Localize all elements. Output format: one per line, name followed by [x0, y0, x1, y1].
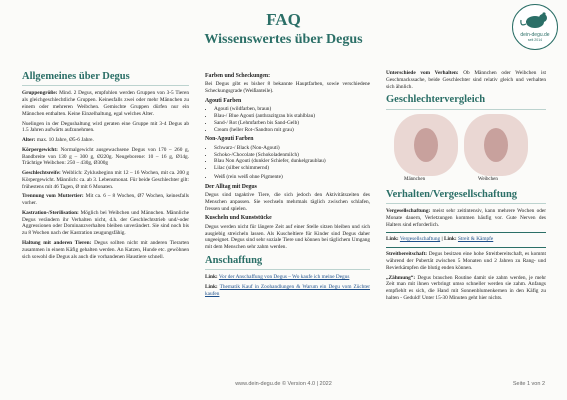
page-header — [0, 0, 567, 62]
paragraph-separation — [22, 193, 189, 207]
paragraph-colors: Bei Degus gibt es bisher 8 bekannte Hauptfarben, sowie verschiedene Scheckungsgrade (Weißanteile). — [205, 81, 370, 95]
gender-comparison-images — [386, 114, 546, 186]
logo-text: dein-degu.de — [520, 32, 550, 38]
list-item: • Agouti (wildfarben, braun) — [214, 106, 370, 113]
text-other-animals: Degus sollten nicht mit anderen Tierarten zusammen in einem Käfig gehalten werden. An Katzen, Hunde etc. gewöhnen sich sowohl die Degus als auch die vorhandenen Haustiere schnell. — [22, 239, 189, 260]
list-item: • Schoko-/Chocolate (Schokoladenmilch) — [214, 152, 370, 159]
text-fighting: Degus besitzen eine hohe Streitbereitschaft, es kommt während der Pubertät zwischen 5 Monaten und 2 Jahren zu Rang- und Revierkämpfen die blutig enden können. — [386, 251, 546, 271]
link-purchase[interactable]: Vor der Anschaffung von Degus – Wo kaufe ich meine Degus — [218, 274, 350, 281]
paragraph-other-animals — [22, 240, 189, 260]
paragraph-differences — [386, 70, 546, 90]
label-maturity: Geschlechtsreife: — [22, 170, 61, 177]
label-separation: Trennung vom Muttertier: — [22, 193, 84, 200]
page-number: Seite 1 von 2 — [512, 381, 545, 387]
link-separator: | — [440, 236, 444, 243]
page-subtitle: Wissenswertes über Degus — [204, 32, 363, 47]
list-non-agouti — [205, 145, 370, 172]
paragraph-link-purchase — [205, 274, 370, 281]
text-group-size: Mind. 2 Degus, empfohlen werden Gruppen von 3-5 Tieren als gleichgeschlechtliche Gruppen. Keinesfalls zwei oder mehr Männchen zu einem oder mehreren Weibchen. Gemischte Gruppen dürfen nur ein Männchen enthalten. Keine Einzelhaltung, egal welches Alter. — [22, 90, 189, 117]
paragraph-cuddle: Degus werden nicht für längere Zeit auf einer Stelle sitzen bleiben und sich ausgiebig streicheln lassen. Als Kuscheltiere für Kinder sind Degus daher ungeeignet. Degus sind sehr soziale Tiere und können bei täglichem Umgang mit dem Menschen sehr zahm werden. — [205, 223, 370, 251]
heading-daily: Der Alltag mit Degus — [205, 183, 257, 190]
paragraph-links-social — [386, 236, 546, 243]
paragraph-castration — [22, 210, 189, 237]
male-image — [394, 114, 458, 176]
paragraph-weight — [22, 147, 189, 167]
list-item: • Blau Non Agouti (dunkler Schiefer, dunkelgraublau) — [214, 158, 370, 165]
text-socialization: meist sehr zeitintensiv, kann mehrere Wochen oder Monate dauern, Verletzungen kommen häufig vor. Gute Nerven des Halters sind erforderlich. — [386, 208, 547, 228]
text-castration: Möglich bei Weibchen und Männchen. Männliche Degus verändern ihr Verhalten nicht, d.h. der Geschlechtstrieb und/-oder Aggressionen oder Dominanzverhalten bleiben unverändert. Sie sind noch bis zu 8 Wochen nach der Kastration zeugungsfähig. — [22, 209, 189, 237]
text-taming: Degus brauchen Routine damit sie zahm werden, je mehr Zeit man mit ihnen verbringt umso schneller werden sie zahm. Anfangs empfiehlt es sich, die Hand mit Sonnenblumenkernen in den Käfig zu halten - Geduld! Unter 15-30 Minuten geht hier nichts. — [386, 274, 546, 301]
text-separation: Mit ca. 6 – 8 Wochen, Ø7 Wochen, keinesfalls vorher. — [22, 193, 189, 207]
link-socialization[interactable]: Vergesellschaftung — [399, 236, 441, 243]
link-petshop[interactable]: Thematik Kauf in Zoohandlungen & Warum ein Degu vom Züchter kaufen — [205, 284, 371, 297]
list-agouti — [205, 106, 370, 133]
paragraph-group-size — [22, 90, 189, 117]
paragraph-maturity — [22, 170, 189, 190]
label-socialization: Vergesellschaftung: — [386, 208, 431, 215]
label-link: Link: — [386, 236, 399, 243]
paragraph-socialization — [386, 208, 546, 228]
degu-icon — [513, 5, 557, 33]
label-castration: Kastration-/Sterilisation: — [22, 209, 79, 216]
divider — [386, 247, 546, 248]
column-behavior — [386, 70, 546, 305]
label-fighting: Streitbereitschaft: — [386, 251, 427, 258]
label-weight: Körpergewicht: — [22, 146, 58, 153]
section-heading-gender: Geschlechtervergleich — [386, 93, 546, 109]
link-fights[interactable]: Streit & Kämpfe — [457, 236, 494, 243]
logo-since: seit 2014 — [527, 38, 543, 42]
text-differences: Ob Männchen oder Weibchen ist Geschmackssache, beide Geschlechter sind relativ gleich und verhalten sich ähnlich. — [386, 70, 546, 90]
label-age: Alter: — [22, 137, 36, 144]
label-link: Link: — [205, 284, 218, 291]
label-differences: Unterschiede vom Verhalten: — [386, 70, 459, 76]
column-general — [22, 70, 189, 263]
paragraph-daily: Degus sind tagaktive Tiere, die sich jedoch den Aktivitätszeiten des Menschen anpassen. Sie wechseln mehrmals täglich zwischen schlafen, fressen und spielen. — [205, 192, 370, 212]
section-heading-social: Verhalten/Vergesellschaftung — [386, 188, 546, 204]
list-item: • Lilac (silber schimmernd) — [214, 165, 370, 172]
heading-agouti: Agouti Farben — [205, 97, 242, 104]
list-item: • Schwarz-/ Black (Non-Agouti) — [214, 145, 370, 152]
female-image — [464, 114, 528, 176]
list-item: • Cream (heller Rot-/Sandton mit grau) — [214, 127, 370, 134]
text-weight: Normalgewicht ausgewachsene Degus von 170 – 260 g, Bandbreite von 130 g – 300 g, Ø220g. Neugeborene: 10 – 16 g, Ø14g. Trächtige Weibchen: 250 – 430g, Ø300g — [22, 146, 190, 167]
heading-non-agouti: Non-Agouti Farben — [205, 136, 254, 143]
label-link: Link: — [443, 236, 457, 243]
heading-cuddle: Kuscheln und Kunststücke — [205, 215, 272, 222]
caption-female: Weibchen — [478, 176, 498, 182]
divider — [386, 232, 546, 233]
footer-text: www.dein-degu.de © Version 4.0 | 2022 — [235, 381, 332, 387]
text-maturity: Weiblich: Zyklusbeginn mit 12 – 16 Wochen, mit ca. 200 g Körpergewicht. Männlich: ca. ab 3. Lebensmonat. Für beide Geschlechter gilt: frühestens mit 46 Tagen, Ø mit 6 Monaten. — [22, 170, 189, 190]
paragraph-beginners: Nuelingen in der Degushaltung wird geraten eine Gruppe mit 3-4 Degus ab 1.5 Jahren aufwärts aufzunehmen. — [22, 120, 189, 134]
paragraph-link-petshop — [205, 284, 370, 298]
section-heading-purchase: Anschaffung — [205, 254, 370, 270]
list-item: • Blau-/ Blue Agouti (anthrazitgrau bis stahlblau) — [214, 113, 370, 120]
label-link: Link: — [205, 274, 218, 281]
text-age: max. 10 Jahre, Ø5-6 Jahre. — [36, 137, 94, 144]
label-other-animals: Haltung mit anderen Tieren: — [22, 239, 92, 246]
label-group-size: Gruppengröße: — [22, 90, 58, 97]
column-colors — [205, 70, 370, 301]
list-white — [205, 174, 370, 181]
label-taming: „Zähmung“: — [386, 274, 416, 281]
heading-colors: Farben und Scheckungen: — [205, 73, 271, 79]
caption-male: Männchen — [404, 176, 426, 182]
paragraph-fighting — [386, 251, 546, 271]
page-title: FAQ — [266, 10, 301, 29]
paragraph-taming — [386, 275, 546, 302]
section-heading-general: Allgemeines über Degus — [22, 70, 189, 86]
paragraph-age — [22, 137, 189, 144]
list-item: • Weiß (rein weiß ohne Pigmente) — [214, 174, 370, 181]
list-item: • Sand-/ Rot (Lehmfarben bis Sand-Gelb) — [214, 120, 370, 127]
logo — [512, 4, 558, 50]
